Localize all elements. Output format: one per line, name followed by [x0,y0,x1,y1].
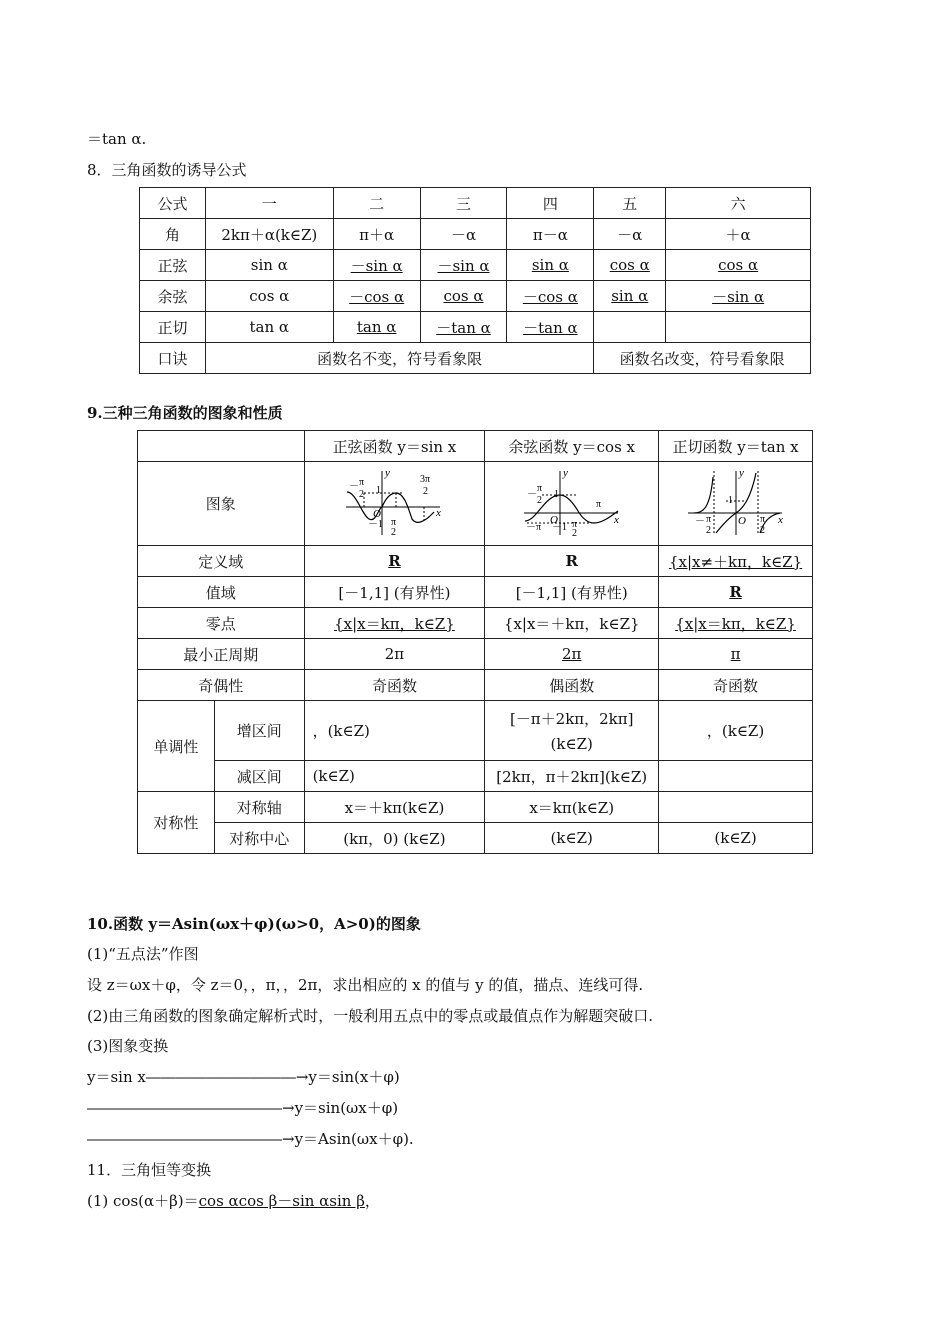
table-cell [659,792,813,823]
table-cell: 函数名改变，符号看象限 [594,343,811,374]
table-cell [485,462,659,546]
interval-line: [－π＋2kπ，2kπ] [509,710,634,728]
table-cell [659,546,813,577]
tick-label: － [349,480,360,492]
table-cell: x＝kπ(k∈Z) [485,792,659,823]
table-cell [659,761,813,792]
table-row [138,431,813,462]
table-cell: 三 [420,188,507,219]
answer-text: 2π [562,645,582,663]
table-row [138,792,813,823]
table-cell: 公式 [140,188,206,219]
table-cell: －α [420,219,507,250]
axis-label: y [385,466,391,479]
answer-text: {x|x≠＋kπ，k∈Z} [668,552,803,571]
table-cell: 正弦函数 y＝sin x [304,431,485,462]
table-row [140,312,811,343]
table-cell: 对称中心 [214,823,304,854]
table-cell: 对称性 [138,792,215,854]
axis-label: x [777,513,783,526]
answer-text: sin α [531,256,569,274]
table-cell [333,281,420,312]
table-cell [666,250,811,281]
table-row [138,546,813,577]
answer-text: －cos α [349,287,405,306]
table-cell: 正弦 [140,250,206,281]
tick-label: 1 [553,488,559,500]
table-cell: ，(k∈Z) [304,701,485,761]
table-cell: 增区间 [214,701,304,761]
origin-label: O [373,507,382,520]
table-row [138,701,813,761]
table-cell: (kπ，0) (k∈Z) [304,823,485,854]
table-cell: (k∈Z) [304,761,485,792]
table-cell [659,577,813,608]
axis-label: y [562,466,568,479]
table-cell: 一 [205,188,333,219]
table-cell: (k∈Z) [659,823,813,854]
table-row [138,608,813,639]
table-cell: [2kπ，π＋2kπ](k∈Z) [485,761,659,792]
tick-label: 2 [359,488,365,500]
induction-formula-table [139,187,811,374]
table-cell: {x|x＝＋kπ，k∈Z} [485,608,659,639]
axis-label: x [613,513,619,526]
table-cell [594,281,666,312]
table-cell [507,281,594,312]
answer-text: {x|x＝kπ，k∈Z} [334,614,455,633]
sec10-heading: 10.函数 y＝Asin(ωx＋φ)(ω>0，A>0)的图象 [87,915,421,933]
table-cell: 单调性 [138,701,215,792]
table-cell [333,312,420,343]
table-cell: [－1,1] (有界性) [485,577,659,608]
table-cell: π－α [507,219,594,250]
table-cell: [－1,1] (有界性) [304,577,485,608]
answer-text: －cos α [522,287,578,306]
answer-text: R [729,583,742,601]
tick-label: 2 [705,524,711,536]
table-cell: 六 [666,188,811,219]
table-row [140,281,811,312]
table-cell: 奇偶性 [138,670,305,701]
sec11-heading: 11．三角恒等变换 [87,1161,212,1179]
transform-line: ―――――――――――――→y＝Asin(ωx＋φ). [87,1130,414,1148]
tick-label: － [694,515,705,527]
tick-label: 2 [391,526,397,537]
table-cell [420,312,507,343]
tick-label: π [759,513,765,525]
tick-label: 3π [420,473,431,485]
transform-line: y＝sin x――――――――――→y＝sin(x＋φ) [87,1068,400,1086]
table-row [138,462,813,546]
table-cell: 二 [333,188,420,219]
table-cell [659,639,813,670]
answer-text: cos α [609,256,650,274]
tick-label: 2 [536,494,542,506]
table-cell [594,250,666,281]
sec9-heading: 9.三种三角函数的图象和性质 [87,404,283,422]
table-cell: 2π [304,639,485,670]
tick-label: π [359,476,365,488]
answer-text: －sin α [350,256,403,275]
table-cell: 零点 [138,608,305,639]
answer-text: －tan α [523,318,578,337]
table-cell: 奇函数 [304,670,485,701]
answer-text: cos α [718,256,759,274]
tick-label: －1 [551,521,567,533]
answer-text: cos αcos β－sin αsin β [198,1192,365,1210]
formula-prefix: (1) cos(α＋β)＝ [87,1192,199,1210]
table-cell: tan α [205,312,333,343]
answer-text: sin α [611,287,649,305]
origin-label: O [549,513,558,526]
answer-text: tan α [356,318,397,336]
tick-label: 2 [571,527,577,537]
answer-text: －sin α [712,287,765,306]
answer-text: cos α [443,287,484,305]
tick-label: － [526,488,537,500]
answer-text: π [730,645,741,663]
tangent-graph [686,467,786,537]
table-cell: 余弦函数 y＝cos x [485,431,659,462]
table-cell: sin α [205,250,333,281]
paragraph: (3)图象变换 [87,1037,169,1055]
table-row [140,219,811,250]
trig-properties-table [137,430,813,854]
table-cell [304,546,485,577]
table-cell [485,639,659,670]
table-cell: 奇函数 [659,670,813,701]
table-cell: R [485,546,659,577]
tick-label: π [595,498,601,510]
table-cell: x＝＋kπ(k∈Z) [304,792,485,823]
table-cell [304,462,485,546]
table-cell: 图象 [138,462,305,546]
formula-suffix: ， [364,1192,380,1210]
table-cell: 角 [140,219,206,250]
table-cell: ＋α [666,219,811,250]
table-row [138,670,813,701]
table-cell [420,250,507,281]
paragraph: 设 z＝ωx＋φ，令 z＝0，，π，，2π，求出相应的 x 的值与 y 的值，描点、连线可得. [87,976,644,994]
sec8-heading: 8．三角函数的诱导公式 [87,161,247,179]
table-cell: 口诀 [140,343,206,374]
table-cell: cos α [205,281,333,312]
transform-line: ―――――――――――――→y＝sin(ωx＋φ) [87,1099,399,1117]
tick-label: π [536,482,542,494]
table-cell: 余弦 [140,281,206,312]
tick-label: π [705,513,711,525]
table-row [140,343,811,374]
formula-line [87,1190,380,1211]
answer-text: {x|x＝kπ，k∈Z} [675,614,796,633]
table-row [140,250,811,281]
table-cell: 偶函数 [485,670,659,701]
origin-label: O [737,514,746,527]
sine-graph [344,467,444,537]
tick-label: 1 [727,494,733,506]
table-row [140,188,811,219]
table-cell: 减区间 [214,761,304,792]
tick-label: 1 [376,484,382,496]
table-cell [507,312,594,343]
table-cell: 最小正周期 [138,639,305,670]
tick-label: 2 [423,485,429,497]
table-row [138,577,813,608]
cosine-graph [522,467,622,537]
table-row [138,823,813,854]
table-cell: －α [594,219,666,250]
table-cell: ，(k∈Z) [659,701,813,761]
interval-line: (k∈Z) [550,735,593,753]
tick-label: π [391,516,397,528]
tick-label: －π [525,521,541,533]
tick-label: －1 [368,518,384,530]
table-cell: π＋α [333,219,420,250]
tick-label: 2 [759,524,765,536]
intro-line: ＝tan α. [87,130,147,148]
table-cell [666,281,811,312]
table-cell [304,608,485,639]
table-row [138,761,813,792]
answer-text: －tan α [436,318,491,337]
paragraph: (2)由三角函数的图象确定解析式时，一般利用五点中的零点或最值点作为解题突破口. [87,1007,654,1025]
table-cell [659,462,813,546]
answer-text: －sin α [437,256,490,275]
table-cell [138,431,305,462]
table-cell [333,250,420,281]
table-cell: 正切 [140,312,206,343]
tick-label: π [571,518,577,530]
table-cell: 五 [594,188,666,219]
axis-label: x [436,506,442,519]
table-cell [594,312,666,343]
table-cell: 正切函数 y＝tan x [659,431,813,462]
table-cell [420,281,507,312]
table-cell [485,701,659,761]
axis-label: y [738,466,744,479]
paragraph: (1)“五点法”作图 [87,945,199,963]
table-cell [666,312,811,343]
table-cell: (k∈Z) [485,823,659,854]
table-cell [507,250,594,281]
table-cell: 四 [507,188,594,219]
table-cell: 函数名不变，符号看象限 [205,343,593,374]
table-cell: 对称轴 [214,792,304,823]
answer-text: R [388,552,401,570]
table-cell: 值域 [138,577,305,608]
table-cell [659,608,813,639]
table-row [138,639,813,670]
table-cell: 定义域 [138,546,305,577]
table-cell: 2kπ＋α(k∈Z) [205,219,333,250]
